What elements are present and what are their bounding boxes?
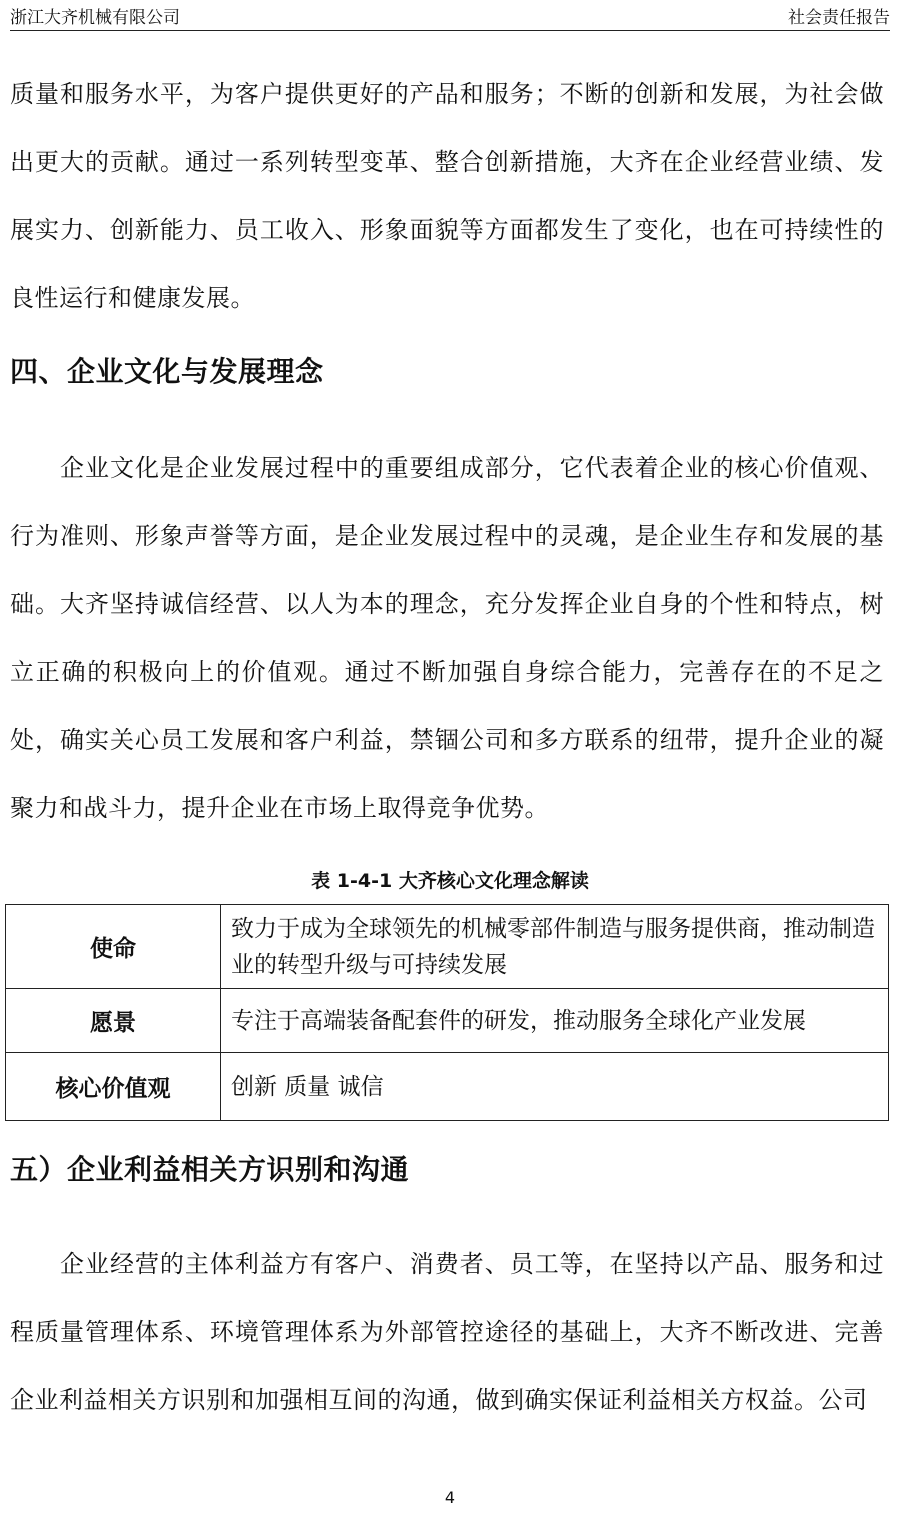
page-number: 4	[444, 1488, 456, 1507]
table-row-vision	[6, 989, 889, 1053]
table-row-core-values	[6, 1053, 889, 1121]
company-name: 浙江大齐机械有限公司	[10, 8, 180, 28]
mission-value: 致力于成为全球领先的机械零部件制造与服务提供商，推动制造业的转型升级与可持续发展	[221, 905, 889, 989]
intro-paragraph: 质量和服务水平，为客户提供更好的产品和服务；不断的创新和发展，为社会做出更大的贡献。通过一系列转型变革、整合创新措施，大齐在企业经营业绩、发展实力、创新能力、员工收入、形象面貌等方面都发生了变化，也在可持续性的良性运行和健康发展。	[10, 80, 884, 312]
core-values-label: 核心价值观	[6, 1053, 221, 1121]
section-5-paragraph: 企业经营的主体利益方有客户、消费者、员工等，在坚持以产品、服务和过程质量管理体系、环境管理体系为外部管控途径的基础上，大齐不断改进、完善企业利益相关方识别和加强相互间的沟通，做到确实保证利益相关方权益。公司	[10, 1250, 884, 1414]
vision-value: 专注于高端装备配套件的研发，推动服务全球化产业发展	[221, 989, 889, 1053]
section-5-heading: 五）企业利益相关方识别和沟通	[10, 1153, 410, 1186]
report-title: 社会责任报告	[788, 8, 890, 28]
table-row-mission	[6, 905, 889, 989]
section-4-paragraph: 企业文化是企业发展过程中的重要组成部分，它代表着企业的核心价值观、行为准则、形象声誉等方面，是企业发展过程中的灵魂，是企业生存和发展的基础。大齐坚持诚信经营、以人为本的理念，充分发挥企业自身的个性和特点，树立正确的积极向上的价值观。通过不断加强自身综合能力，完善存在的不足之处，确实关心员工发展和客户利益，禁锢公司和多方联系的纽带，提升企业的凝聚力和战斗力，提升企业在市场上取得竞争优势。	[10, 454, 884, 822]
core-culture-table	[5, 904, 889, 1121]
core-values-value: 创新 质量 诚信	[221, 1053, 889, 1121]
table-caption: 表 1-4-1 大齐核心文化理念解读	[311, 870, 589, 892]
page-header	[10, 0, 890, 31]
vision-label: 愿景	[6, 989, 221, 1053]
section-4-heading: 四、企业文化与发展理念	[10, 355, 324, 388]
mission-label: 使命	[6, 905, 221, 989]
